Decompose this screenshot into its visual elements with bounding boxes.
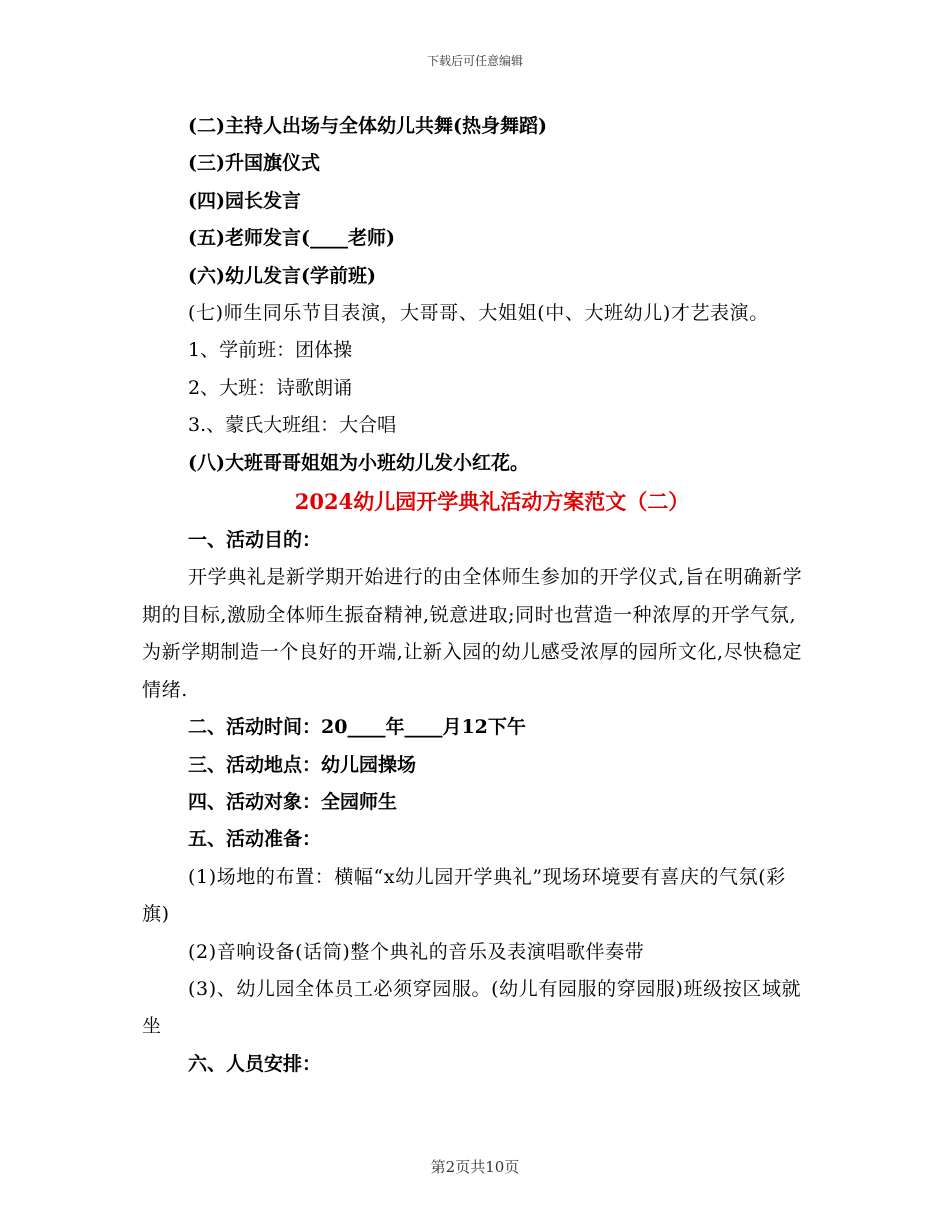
preparation-item-3: (3)、幼儿园全体员工必须穿园服。(幼儿有园服的穿园服)班级按区域就坐	[142, 977, 802, 1038]
program-item-3: (三)升国旗仪式	[188, 152, 320, 175]
preparation-item-1: (1)场地的布置：横幅“x幼儿园开学典礼”现场环境要有喜庆的气氛(彩旗)	[142, 865, 786, 926]
heading-location: 三、活动地点：幼儿园操场	[188, 753, 417, 776]
page-header: 下载后可任意编辑	[426, 54, 523, 68]
heading-purpose: 一、活动目的：	[188, 529, 322, 552]
program-item-4: (四)园长发言	[188, 189, 301, 212]
program-item-7: (七)师生同乐节目表演，大哥哥、大姐姐(中、大班幼儿)才艺表演。	[188, 302, 769, 325]
heading-time: 二、活动时间：20____年____月12下午	[188, 716, 526, 739]
program-item-6: (六)幼儿发言(学前班)	[188, 264, 376, 287]
page-footer: 第2页共10页	[430, 1158, 520, 1176]
performance-1: 1、学前班：团体操	[188, 339, 353, 362]
document-body	[142, 108, 812, 1083]
heading-audience: 四、活动对象：全园师生	[188, 790, 398, 813]
section-title: 2024幼儿园开学典礼活动方案范文（二）	[294, 489, 690, 515]
purpose-paragraph: 开学典礼是新学期开始进行的由全体师生参加的开学仪式,旨在明确新学期的目标,激励全体师生振奋精神,锐意进取;同时也营造一种浓厚的开学气氛,为新学期制造一个良好的开端,让新入园的幼儿感受浓厚的园所文化,尽快稳定情绪.	[142, 566, 803, 701]
program-item-5: (五)老师发言(____老师)	[188, 227, 395, 250]
program-item-2: (二)主持人出场与全体幼儿共舞(热身舞蹈)	[188, 115, 547, 137]
heading-preparation: 五、活动准备：	[188, 828, 322, 851]
performance-3: 3.、蒙氏大班组：大合唱	[188, 414, 397, 437]
heading-staff: 六、人员安排：	[188, 1052, 322, 1075]
performance-2: 2、大班：诗歌朗诵	[188, 376, 353, 399]
preparation-item-2: (2)音响设备(话筒)整个典礼的音乐及表演唱歌伴奏带	[188, 940, 645, 963]
program-item-8: (八)大班哥哥姐姐为小班幼儿发小红花。	[188, 451, 529, 474]
